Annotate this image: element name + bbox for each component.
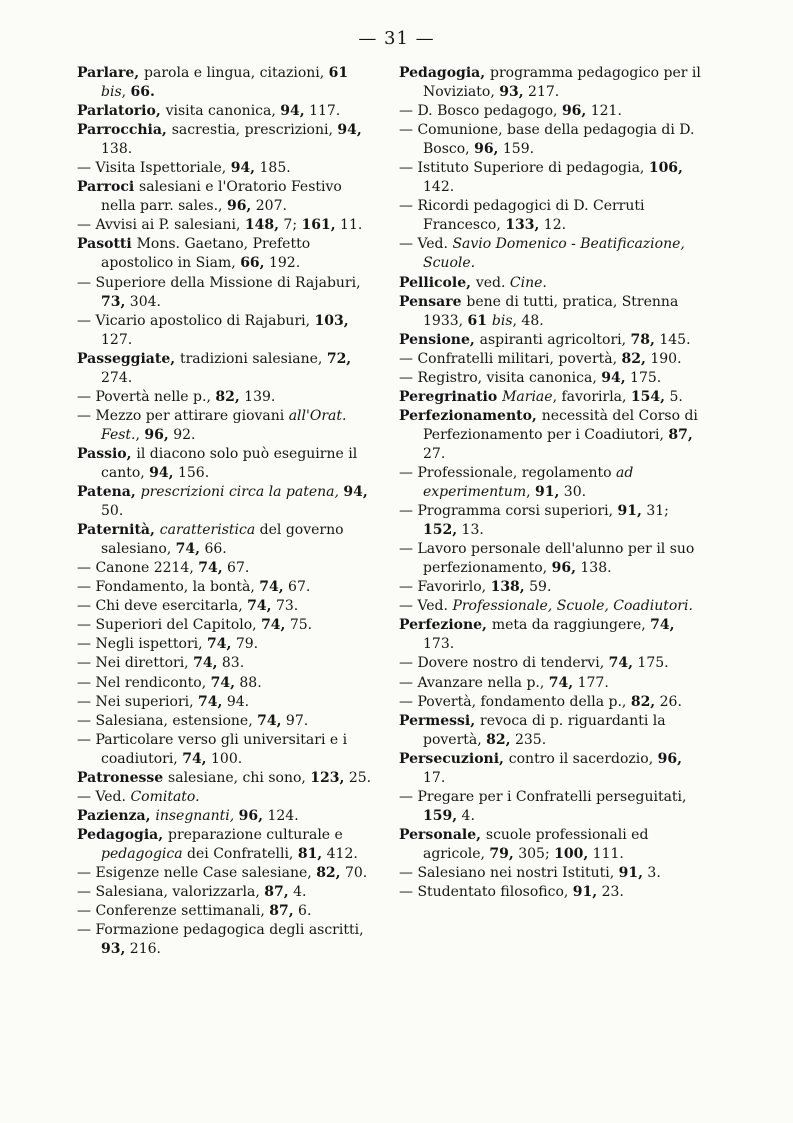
index-entry bbox=[399, 578, 704, 597]
entry-reference: 94, bbox=[280, 103, 305, 120]
entry-reference: 61 bbox=[467, 312, 492, 329]
entry-text: — Superiore della Missione di Rajaburi, bbox=[77, 274, 361, 291]
entry-reference: 106, bbox=[648, 160, 683, 177]
entry-reference: 74, bbox=[259, 579, 284, 596]
index-entry bbox=[77, 312, 377, 350]
entry-text: caratteristica bbox=[159, 522, 256, 539]
entry-reference: 66. bbox=[130, 84, 155, 101]
entry-reference: 73, bbox=[101, 293, 126, 310]
entry-text: 67. bbox=[283, 579, 311, 596]
entry-headword: Perfezione, bbox=[399, 617, 492, 634]
entry-reference: 96, bbox=[474, 141, 499, 158]
entry-text: — Formazione pedagogica degli ascritti, bbox=[77, 922, 364, 939]
entry-text: scuole professionali ed agricole, bbox=[423, 826, 649, 862]
entry-text: 412. bbox=[322, 845, 358, 862]
entry-reference: 87, bbox=[269, 903, 294, 920]
entry-reference: 74, bbox=[608, 655, 633, 672]
index-entry bbox=[77, 826, 377, 864]
entry-text: 190. bbox=[645, 350, 682, 367]
index-entry bbox=[399, 274, 704, 293]
entry-text: 304. bbox=[125, 293, 161, 310]
entry-headword: Pedagogia, bbox=[77, 826, 168, 843]
index-entry bbox=[77, 635, 377, 654]
entry-text: 207. bbox=[251, 198, 287, 215]
entry-headword: Personale, bbox=[399, 826, 486, 843]
entry-text: 177. bbox=[573, 674, 609, 691]
index-entry bbox=[399, 883, 704, 902]
entry-reference: 82, bbox=[486, 731, 511, 748]
entry-headword: Permessi, bbox=[399, 712, 480, 729]
entry-reference: 96, bbox=[238, 807, 264, 824]
entry-text: 66. bbox=[200, 541, 227, 558]
entry-text: Mariae bbox=[502, 388, 553, 405]
index-entry bbox=[77, 693, 377, 712]
entry-text: 12. bbox=[539, 217, 567, 234]
entry-text: — Salesiana, estensione, bbox=[77, 712, 258, 729]
entry-reference: 81, bbox=[297, 845, 323, 862]
entry-reference: 72, bbox=[326, 350, 352, 367]
entry-reference: 152, bbox=[423, 522, 458, 539]
entry-text: 6. bbox=[293, 903, 312, 920]
entry-text: — Avanzare nella p., bbox=[399, 674, 549, 691]
entry-text: — Mezzo per attirare giovani bbox=[77, 407, 289, 424]
entry-text: — Superiori del Capitolo, bbox=[77, 617, 262, 634]
entry-reference: 74, bbox=[257, 712, 282, 729]
entry-reference: 74, bbox=[175, 541, 201, 558]
entry-text: — Professionale, regolamento bbox=[399, 464, 617, 481]
entry-text: — Nei direttori, bbox=[77, 655, 194, 672]
entry-text: — Vicario apostolico di Rajaburi, bbox=[77, 312, 315, 329]
entry-reference: 74, bbox=[261, 617, 286, 634]
entry-reference: 91, bbox=[618, 864, 643, 881]
entry-reference: 96, bbox=[657, 750, 682, 767]
entry-text: 92. bbox=[168, 426, 196, 443]
entry-text: contro il sacerdozio, bbox=[508, 750, 658, 767]
entry-text: 50. bbox=[101, 503, 124, 520]
entry-text: parola e lingua, citazioni, bbox=[144, 65, 329, 81]
entry-text: ved. bbox=[475, 274, 510, 291]
index-entry bbox=[77, 64, 377, 102]
entry-text: 127. bbox=[101, 331, 133, 348]
entry-reference: 61 bbox=[328, 65, 349, 81]
entry-text: Mons. Gaetano, Prefetto apostolico in Siam, bbox=[101, 236, 311, 272]
entry-reference: 94, bbox=[601, 369, 626, 386]
entry-text: — Nei superiori, bbox=[77, 693, 199, 710]
entry-reference: 96, bbox=[551, 560, 576, 577]
entry-reference: 74, bbox=[650, 617, 675, 634]
entry-text: 100. bbox=[206, 750, 243, 767]
entry-text: 27. bbox=[423, 445, 446, 462]
entry-text: 138. bbox=[101, 141, 133, 158]
index-entry bbox=[77, 350, 377, 388]
entry-text: — Studentato filosofico, bbox=[399, 884, 573, 901]
entry-reference: 94, bbox=[149, 464, 174, 481]
entry-text: prescrizioni circa la patena, bbox=[140, 484, 344, 501]
entry-text: 13. bbox=[457, 522, 484, 539]
entry-reference: 100, bbox=[554, 845, 589, 862]
entry-reference: 93, bbox=[101, 941, 126, 958]
entry-reference: 74, bbox=[198, 560, 223, 577]
entry-reference: 87, bbox=[668, 426, 693, 443]
entry-reference: 66, bbox=[240, 255, 265, 272]
entry-headword: Pazienza, bbox=[77, 807, 156, 824]
entry-text: , bbox=[135, 426, 145, 443]
entry-text: 192. bbox=[264, 255, 301, 272]
index-column-left bbox=[77, 64, 377, 959]
entry-text: — Favorirlo, bbox=[399, 579, 491, 596]
entry-reference: 74, bbox=[247, 598, 272, 615]
index-entry bbox=[399, 159, 704, 197]
index-entry bbox=[77, 769, 377, 788]
entry-headword: Perfezionamento, bbox=[399, 407, 542, 424]
index-entry bbox=[399, 712, 704, 750]
index-entry bbox=[399, 864, 704, 883]
entry-reference: 96, bbox=[144, 426, 169, 443]
entry-text: — Ved. bbox=[77, 788, 131, 805]
entry-reference: 74, bbox=[198, 693, 223, 710]
entry-text: 17. bbox=[423, 769, 446, 786]
entry-headword: Passeggiate, bbox=[77, 350, 180, 367]
entry-text: — Nel rendiconto, bbox=[77, 674, 211, 691]
entry-reference: 82, bbox=[316, 864, 341, 881]
entry-text: 59. bbox=[524, 579, 552, 596]
index-entry bbox=[77, 921, 377, 959]
entry-text: 4. bbox=[457, 807, 475, 824]
entry-reference: 91, bbox=[572, 884, 598, 901]
entry-headword: Patena, bbox=[77, 484, 141, 501]
entry-reference: 74, bbox=[207, 636, 232, 653]
entry-text: 67. bbox=[222, 560, 250, 577]
entry-text: — Visita Ispettoriale, bbox=[77, 160, 231, 177]
entry-text: — Istituto Superiore di pedagogia, bbox=[399, 160, 649, 177]
entry-text: insegnanti, bbox=[155, 807, 239, 824]
entry-text: 173. bbox=[423, 636, 455, 653]
entry-text: 175. bbox=[632, 655, 669, 672]
entry-text: Cine. bbox=[509, 274, 547, 291]
entry-text: — Comunione, base della pedagogia di D. Bosco, bbox=[399, 122, 695, 158]
index-entry bbox=[77, 178, 377, 216]
index-entry bbox=[399, 121, 704, 159]
entry-text: 94. bbox=[222, 693, 250, 710]
entry-headword: Patronesse bbox=[77, 769, 169, 786]
entry-text: 111. bbox=[588, 845, 624, 862]
entry-reference: 133, bbox=[505, 217, 540, 234]
entry-text: — D. Bosco pedagogo, bbox=[399, 103, 562, 120]
entry-headword: Pellicole, bbox=[399, 274, 476, 291]
entry-text: — Salesiano nei nostri Istituti, bbox=[399, 864, 619, 881]
index-entry bbox=[399, 654, 704, 673]
entry-text: — Fondamento, la bontà, bbox=[77, 579, 260, 596]
entry-text: 5. bbox=[665, 388, 683, 405]
entry-text: 4. bbox=[288, 884, 307, 901]
entry-text: 3. bbox=[642, 864, 661, 881]
entry-text: visita canonica, bbox=[165, 103, 281, 120]
entry-text: 216. bbox=[125, 941, 161, 958]
entry-text: 11. bbox=[335, 217, 363, 234]
entry-reference: 91, bbox=[535, 484, 560, 501]
entry-text: 117. bbox=[304, 103, 341, 120]
page-number: — 31 — bbox=[358, 28, 435, 49]
index-entry bbox=[399, 350, 704, 369]
entry-headword: Parrocchia, bbox=[77, 122, 172, 139]
entry-text: — Povertà, fondamento della p., bbox=[399, 693, 631, 710]
entry-text: — Ved. bbox=[399, 236, 453, 253]
entry-reference: 123, bbox=[310, 769, 345, 786]
entry-reference: 138, bbox=[490, 579, 525, 596]
index-entry bbox=[399, 540, 704, 578]
entry-reference: 82, bbox=[215, 388, 240, 405]
entry-text: 139. bbox=[239, 388, 276, 405]
entry-reference: 96, bbox=[226, 198, 252, 215]
entry-text: bis bbox=[491, 312, 513, 329]
entry-text: — Registro, visita canonica, bbox=[399, 369, 602, 386]
entry-reference: 93, bbox=[499, 84, 524, 101]
index-entry bbox=[77, 102, 377, 121]
entry-text: 142. bbox=[423, 179, 455, 196]
index-entry bbox=[399, 407, 704, 464]
index-entry bbox=[399, 693, 704, 712]
index-entry bbox=[399, 197, 704, 235]
entry-headword: Pensione, bbox=[399, 331, 480, 348]
index-entry bbox=[77, 121, 377, 159]
index-entry bbox=[77, 883, 377, 902]
entry-reference: 159, bbox=[423, 807, 458, 824]
entry-text: 121. bbox=[586, 103, 622, 120]
index-entry bbox=[77, 483, 377, 521]
entry-reference: 82, bbox=[621, 350, 646, 367]
entry-text: , bbox=[526, 484, 535, 501]
entry-text: salesiane, chi sono, bbox=[168, 769, 311, 786]
index-entry bbox=[399, 235, 704, 273]
entry-headword: Parlare, bbox=[77, 65, 145, 81]
index-entry bbox=[399, 369, 704, 388]
entry-text: — Lavoro personale dell'alunno per il suo perfezionamento, bbox=[399, 541, 695, 577]
index-entry bbox=[399, 597, 704, 616]
index-entry bbox=[77, 616, 377, 635]
entry-text: 75. bbox=[285, 617, 313, 634]
entry-reference: 74, bbox=[182, 750, 207, 767]
index-entry bbox=[77, 578, 377, 597]
index-entry bbox=[77, 712, 377, 731]
entry-text: Savio Domenico - Beatificazione, Scuole. bbox=[423, 236, 685, 272]
entry-text: 88. bbox=[234, 674, 262, 691]
index-entry bbox=[77, 731, 377, 769]
index-entry bbox=[399, 502, 704, 540]
entry-text: Comitato. bbox=[130, 788, 200, 805]
entry-reference: 94, bbox=[343, 484, 368, 501]
entry-text: — Pregare per i Confratelli perseguitati, bbox=[399, 788, 687, 805]
index-entry bbox=[399, 616, 704, 654]
entry-text: — Salesiana, valorizzarla, bbox=[77, 884, 265, 901]
entry-text: del governo salesiano, bbox=[101, 522, 344, 558]
entry-headword: Pedagogia, bbox=[399, 65, 490, 81]
index-entry bbox=[399, 826, 704, 864]
entry-headword: Passio, bbox=[77, 445, 137, 462]
entry-text: dei Confratelli, bbox=[182, 845, 298, 862]
entry-text: 138. bbox=[575, 560, 612, 577]
index-entry bbox=[77, 216, 377, 235]
entry-headword: Paternità, bbox=[77, 522, 160, 539]
entry-text: revoca di p. riguardanti la povertà, bbox=[423, 712, 666, 748]
entry-text: 23. bbox=[597, 884, 624, 901]
entry-reference: 74, bbox=[193, 655, 218, 672]
entry-text: — Confratelli militari, povertà, bbox=[399, 350, 622, 367]
entry-headword: Pasotti bbox=[77, 236, 137, 253]
index-entry bbox=[77, 807, 377, 826]
entry-reference: 94, bbox=[230, 160, 256, 177]
entry-headword: Pensare bbox=[399, 293, 467, 310]
entry-text: — Avvisi ai P. salesiani, bbox=[77, 217, 245, 234]
index-entry bbox=[77, 788, 377, 807]
entry-text: tradizioni salesiane, bbox=[179, 350, 327, 367]
entry-headword: Parlatorio, bbox=[77, 103, 166, 120]
entry-text: — Dovere nostro di tendervi, bbox=[399, 655, 609, 672]
entry-reference: 87, bbox=[264, 884, 289, 901]
entry-text: ad experimentum bbox=[423, 464, 634, 501]
entry-text: 25. bbox=[344, 769, 372, 786]
entry-text: 274. bbox=[101, 369, 133, 386]
entry-text: , 48. bbox=[512, 312, 544, 329]
index-entry bbox=[399, 64, 704, 102]
entry-text: 235. bbox=[510, 731, 547, 748]
entry-text: — Ricordi pedagogici di D. Cerruti Francesco, bbox=[399, 198, 645, 234]
entry-reference: 82, bbox=[630, 693, 656, 710]
entry-text: , bbox=[121, 84, 131, 101]
entry-text: — Canone 2214, bbox=[77, 560, 199, 577]
index-entry bbox=[399, 788, 704, 826]
entry-reference: 79, bbox=[489, 845, 514, 862]
index-entry bbox=[77, 654, 377, 673]
entry-text: il diacono solo può eseguirne il canto, bbox=[101, 445, 358, 481]
entry-text: 156. bbox=[173, 464, 210, 481]
index-entry bbox=[77, 559, 377, 578]
entry-reference: 78, bbox=[630, 331, 655, 348]
entry-reference: 74, bbox=[210, 674, 235, 691]
index-entry bbox=[77, 274, 377, 312]
entry-text: 70. bbox=[340, 864, 368, 881]
entry-text: meta da raggiungere, bbox=[491, 617, 651, 634]
entry-text: 73. bbox=[271, 598, 299, 615]
index-entry bbox=[77, 864, 377, 883]
entry-text: sacrestia, prescrizioni, bbox=[171, 122, 338, 139]
entry-reference: 74, bbox=[548, 674, 574, 691]
entry-text: 145. bbox=[654, 331, 691, 348]
entry-reference: 103, bbox=[314, 312, 349, 329]
entry-text: 159. bbox=[498, 141, 535, 158]
index-entry bbox=[77, 159, 377, 178]
index-entry bbox=[399, 750, 704, 788]
index-column-right bbox=[399, 64, 704, 902]
entry-text: bene di tutti, pratica, Strenna 1933, bbox=[423, 293, 679, 329]
entry-text: , favorirla, bbox=[552, 388, 631, 405]
index-entry bbox=[399, 388, 704, 407]
entry-text: aspiranti agricoltori, bbox=[479, 331, 631, 348]
entry-text: 185. bbox=[255, 160, 291, 177]
entry-reference: 94, bbox=[337, 122, 362, 139]
index-entry bbox=[77, 407, 377, 445]
entry-text: 97. bbox=[281, 712, 309, 729]
entry-text: 30. bbox=[559, 484, 587, 501]
index-entry bbox=[77, 388, 377, 407]
entry-text: bis bbox=[101, 84, 122, 101]
index-entry bbox=[77, 902, 377, 921]
index-entry bbox=[399, 674, 704, 693]
entry-text: 305; bbox=[513, 845, 555, 862]
index-entry bbox=[77, 674, 377, 693]
entry-text: 79. bbox=[231, 636, 259, 653]
entry-text: — Conferenze settimanali, bbox=[77, 903, 270, 920]
entry-headword: Persecuzioni, bbox=[399, 750, 509, 767]
index-entry bbox=[77, 445, 377, 483]
entry-text: 217. bbox=[523, 84, 560, 101]
entry-text: — Ved. bbox=[399, 598, 453, 615]
entry-text: — Chi deve esercitarla, bbox=[77, 598, 248, 615]
entry-reference: 96, bbox=[561, 103, 587, 120]
index-entry bbox=[399, 464, 704, 502]
entry-text: 31; bbox=[641, 503, 669, 520]
entry-text: — Povertà nelle p., bbox=[77, 388, 216, 405]
entry-headword: Parroci bbox=[77, 179, 140, 196]
entry-reference: 161, bbox=[301, 217, 336, 234]
entry-text: — Negli ispettori, bbox=[77, 636, 208, 653]
entry-text: programma pedagogico per il Noviziato, bbox=[423, 65, 701, 101]
entry-text: — Programma corsi superiori, bbox=[399, 503, 618, 520]
index-entry bbox=[77, 597, 377, 616]
index-entry bbox=[77, 521, 377, 559]
entry-text: — Esigenze nelle Case salesiane, bbox=[77, 864, 317, 881]
entry-text: necessità del Corso di Perfezionamento per i Coadiutori, bbox=[423, 407, 698, 443]
index-entry bbox=[399, 102, 704, 121]
entry-text: pedagogica bbox=[101, 845, 183, 862]
entry-text: Professionale, Scuole, Coadiutori. bbox=[452, 598, 693, 615]
entry-text: 83. bbox=[217, 655, 245, 672]
entry-text: all'Orat. Fest. bbox=[101, 407, 347, 443]
entry-headword: Peregrinatio bbox=[399, 388, 503, 405]
entry-text: 7; bbox=[278, 217, 302, 234]
entry-text: salesiani e l'Oratorio Festivo nella parr. sales., bbox=[101, 179, 342, 215]
entry-text: preparazione culturale e bbox=[167, 826, 343, 843]
entry-text: 26. bbox=[655, 693, 682, 710]
index-entry bbox=[77, 235, 377, 273]
entry-reference: 148, bbox=[244, 217, 279, 234]
entry-text: 124. bbox=[263, 807, 299, 824]
entry-text: — Particolare verso gli universitari e i coadiutori, bbox=[77, 731, 348, 767]
entry-reference: 154, bbox=[630, 388, 666, 405]
index-entry bbox=[399, 331, 704, 350]
index-entry bbox=[399, 293, 704, 331]
entry-text: 175. bbox=[625, 369, 662, 386]
entry-reference: 91, bbox=[617, 503, 642, 520]
